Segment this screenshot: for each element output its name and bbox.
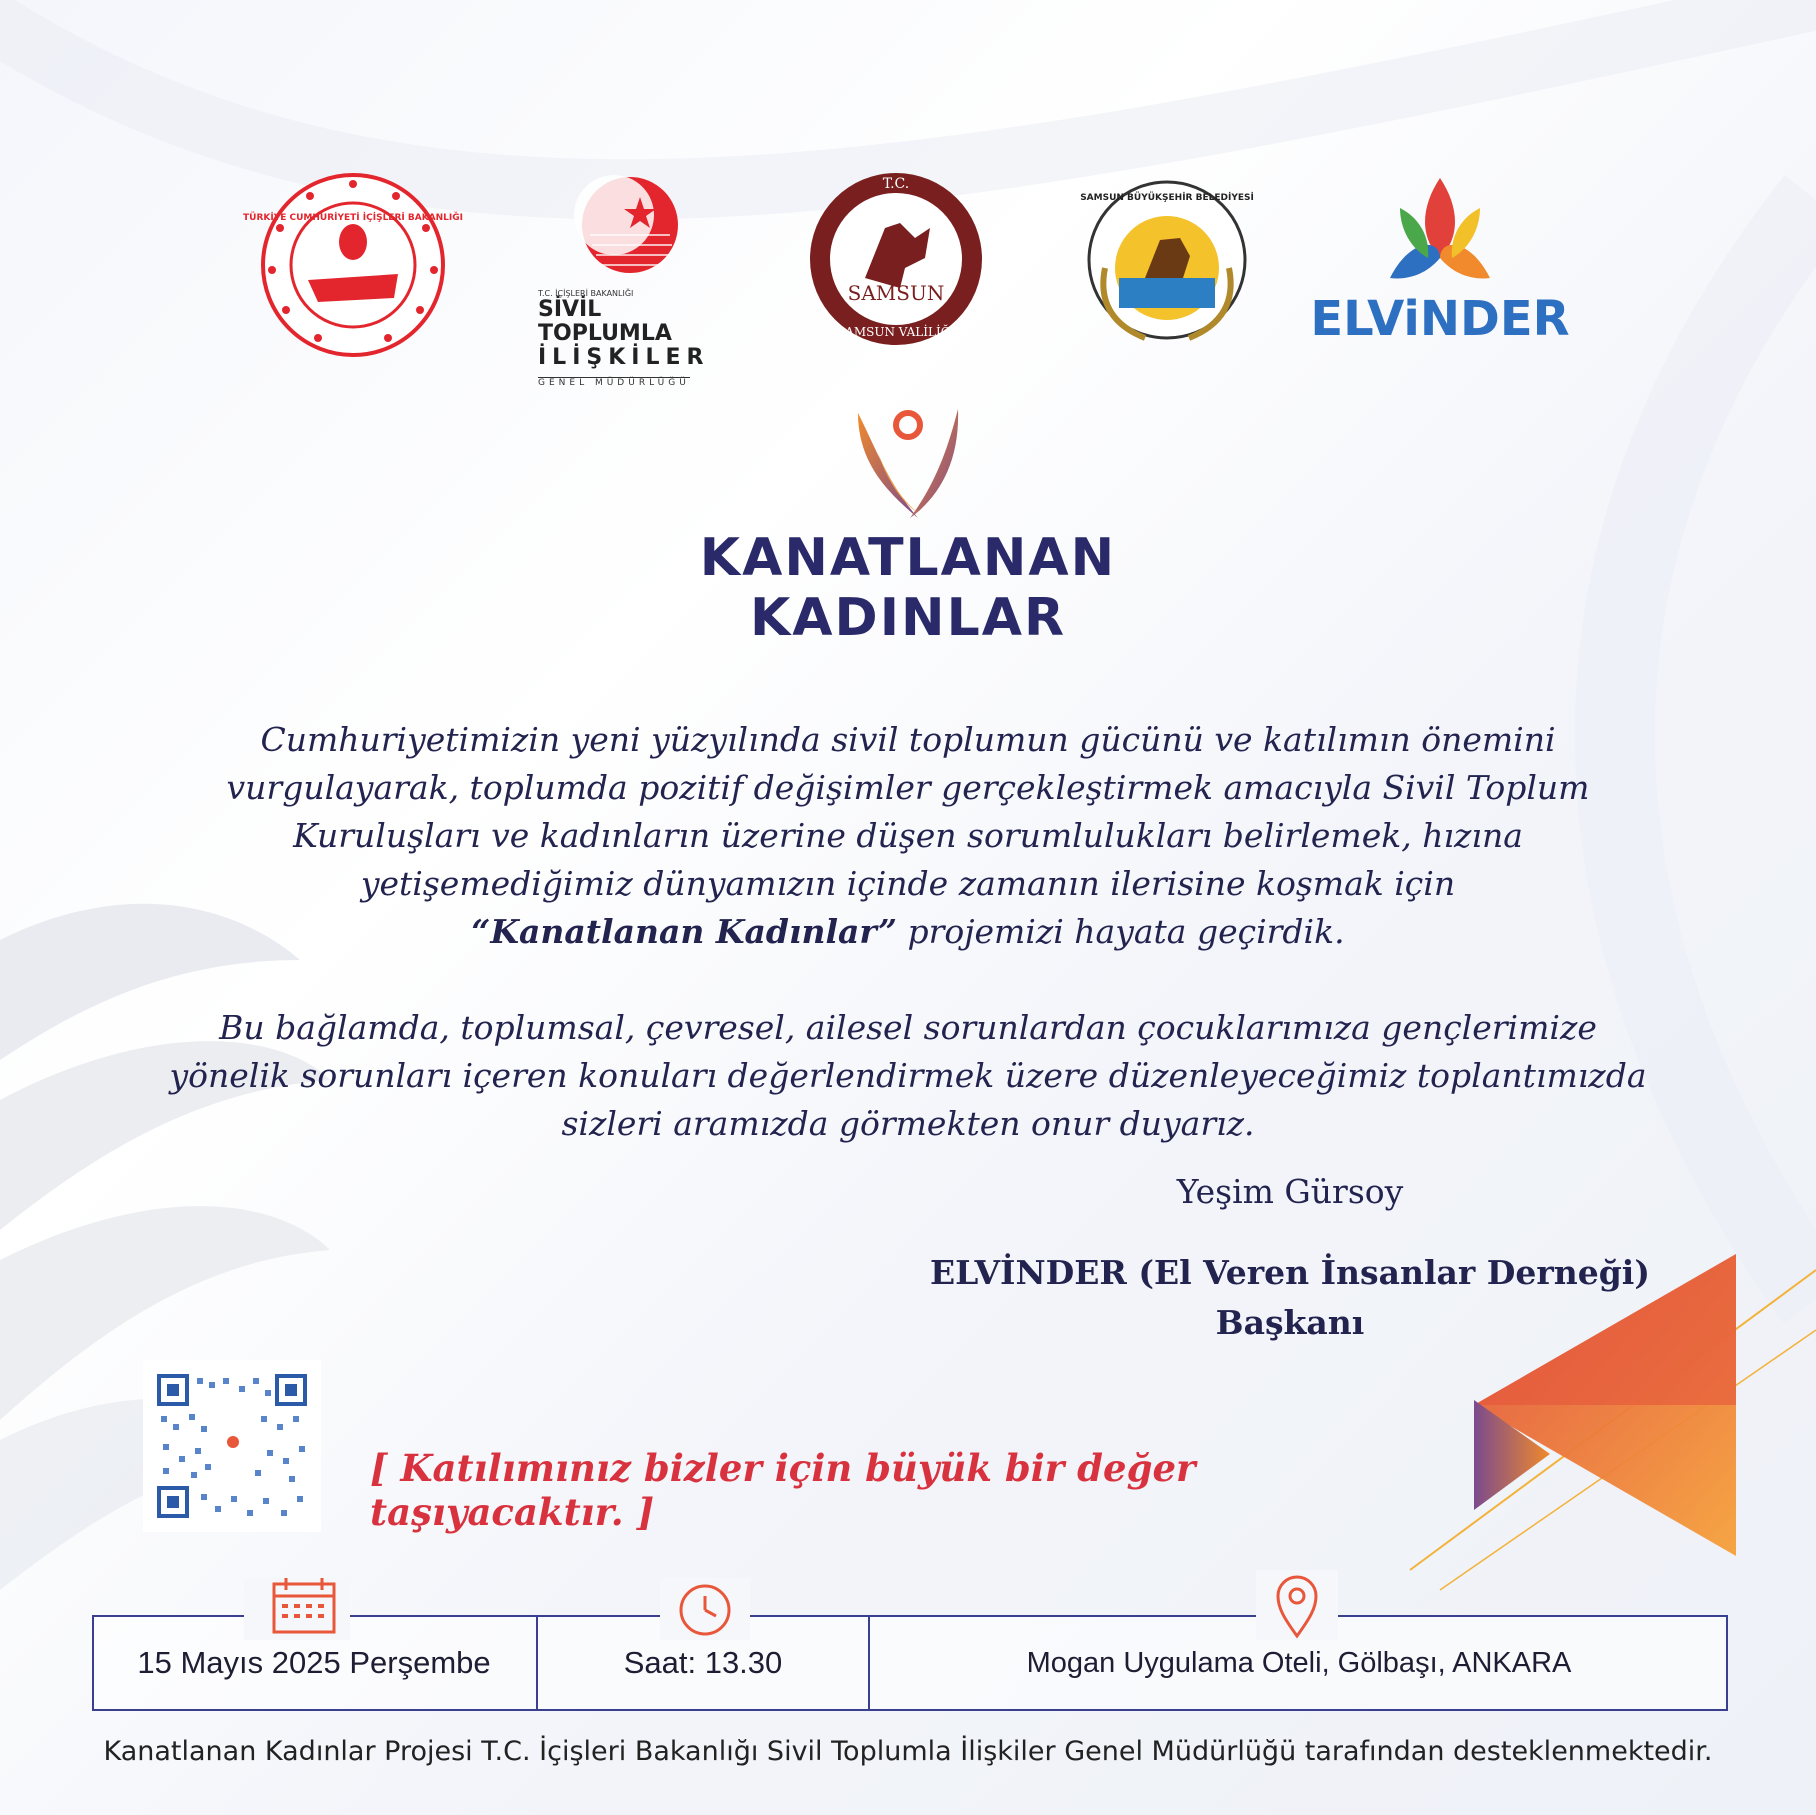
paragraph-1-line: Kuruluşları ve kadınların üzerine düşen sorumlulukları belirlemek, hızına bbox=[293, 816, 1523, 855]
interior-ministry-seal-icon bbox=[243, 170, 463, 360]
signer-title: Başkanı bbox=[1215, 1303, 1365, 1342]
sivil-toplum-line4: GENEL MÜDÜRLÜĞÜ bbox=[538, 378, 690, 388]
samsun-tc-text: T.C. bbox=[882, 176, 910, 192]
samsun-belediye-logo bbox=[1080, 178, 1254, 354]
sivil-toplum-small: T.C. İÇİŞLERİ BAKANLIĞI bbox=[538, 289, 634, 298]
paragraph-1-line: Cumhuriyetimizin yeni yüzyılında sivil toplumun gücünü ve katılımın önemini bbox=[260, 720, 1556, 759]
calendar-icon bbox=[244, 1578, 350, 1640]
signer-org-name: ELVİNDER (El Veren İnsanlar Derneği) bbox=[930, 1253, 1650, 1292]
event-time: Saat: 13.30 bbox=[536, 1617, 868, 1709]
sivil-toplum-logo bbox=[530, 175, 720, 388]
samsun-text: SAMSUN bbox=[847, 281, 945, 305]
wings-emblem-icon bbox=[848, 403, 968, 523]
clock-icon bbox=[660, 1578, 750, 1640]
tagline: [ Katılımınız bizler için büyük bir değer taşıyacaktır. ] bbox=[370, 1446, 1196, 1534]
paragraph-2-line: yönelik sorunları içeren konuları değerlendirmek üzere düzenleyeceğimiz toplantımızda bbox=[169, 1056, 1647, 1095]
paragraph-2 bbox=[80, 1004, 1736, 1148]
samsun-valiligi-text: SAMSUN VALİLİĞİ bbox=[836, 325, 956, 339]
project-title-line1: KANATLANAN bbox=[699, 528, 1117, 588]
paragraph-1-last-line bbox=[80, 908, 1736, 956]
project-title-line2: KADINLAR bbox=[750, 588, 1066, 648]
project-title bbox=[658, 528, 1158, 648]
elvinder-flower-icon bbox=[1370, 168, 1510, 288]
event-date: 15 Mayıs 2025 Perşembe bbox=[137, 1645, 491, 1680]
sivil-toplum-line2: SİVİL TOPLUMLA bbox=[538, 297, 672, 346]
qr-code-icon[interactable] bbox=[143, 1360, 321, 1532]
paragraph-2-line: Bu bağlamda, toplumsal, çevresel, ailesel sorunlardan çocuklarımıza gençlerimize bbox=[219, 1008, 1597, 1047]
signer-name: Yeşim Gürsoy bbox=[1176, 1172, 1404, 1211]
project-name-quote: “Kanatlanan Kadınlar” bbox=[471, 912, 897, 951]
belediye-text: SAMSUN BÜYÜKŞEHİR BELEDİYESİ bbox=[1080, 193, 1254, 203]
paragraph-1-last-rest: projemizi hayata geçirdik. bbox=[897, 912, 1345, 951]
paragraph-2-line: sizleri aramızda görmekten onur duyarız. bbox=[561, 1104, 1255, 1143]
seal-text: TÜRKİYE CUMHURİYETİ İÇİŞLERİ BAKANLIĞI bbox=[243, 213, 463, 223]
event-location[interactable]: Mogan Uygulama Oteli, Gölbaşı, ANKARA bbox=[868, 1617, 1728, 1709]
decorative-triangles bbox=[1400, 1230, 1816, 1610]
paragraph-1-line: yetişemediğimiz dünyamızın içinde zamanın ilerisine koşmak için bbox=[360, 864, 1456, 903]
location-pin-icon bbox=[1256, 1570, 1338, 1640]
sivil-toplum-line3: İLİŞKİLER bbox=[538, 345, 710, 370]
elvinder-logo bbox=[1310, 168, 1570, 358]
crescent-star-icon bbox=[530, 175, 720, 285]
samsun-valiligi-logo bbox=[805, 168, 987, 350]
paragraph-1 bbox=[80, 716, 1736, 956]
footer-note: Kanatlanan Kadınlar Projesi T.C. İçişleri Bakanlığı Sivil Toplumla İlişkiler Genel Müdürlüğü tarafından desteklenmektedir. bbox=[103, 1736, 1713, 1767]
elvinder-wordmark: ELViNDER bbox=[1310, 291, 1570, 347]
paragraph-1-line: vurgulayarak, toplumda pozitif değişimler gerçekleştirmek amacıyla Sivil Toplum bbox=[226, 768, 1590, 807]
